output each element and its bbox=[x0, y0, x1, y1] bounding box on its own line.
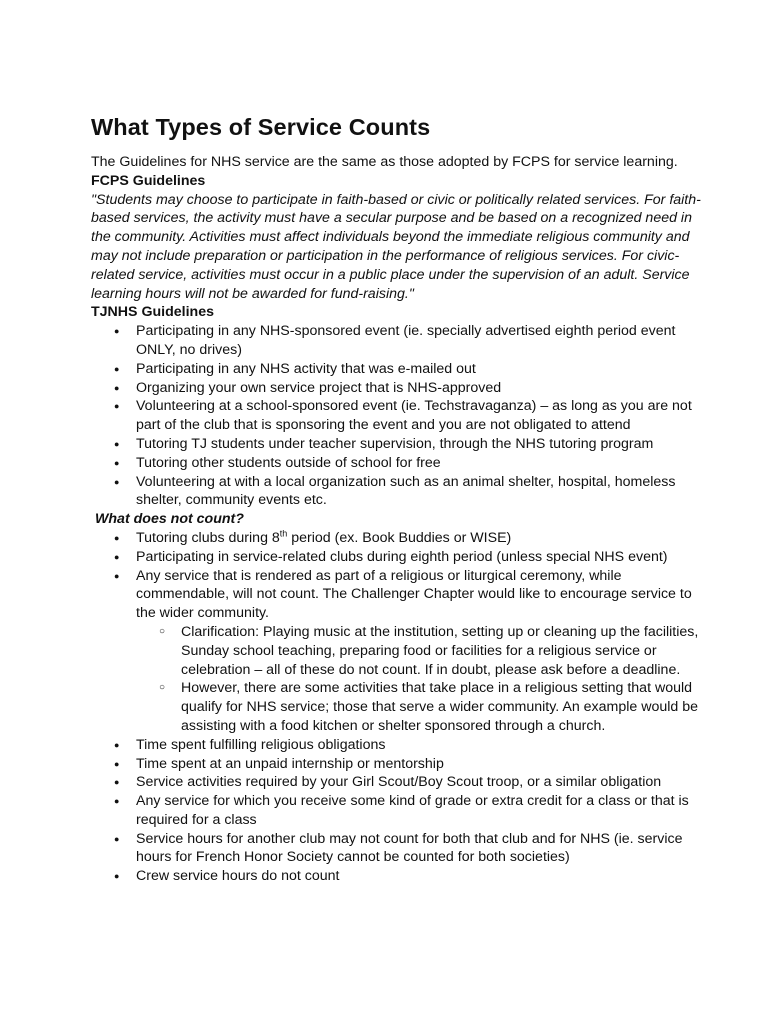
list-item bbox=[136, 567, 708, 736]
list-item: ● Organizing your own service project that is NHS-approved bbox=[136, 379, 708, 398]
list-item-text: Any service that is rendered as part of a religious or liturgical ceremony, while commendable, will not count. The Challenger Chapter would like to encourage service to the wider community. bbox=[136, 567, 692, 622]
list-item-text: period (ex. Book Buddies or WISE) bbox=[287, 529, 512, 546]
sub-list-item: ○ Clarification: Playing music at the institution, setting up or cleaning up the facilities, Sunday school teaching, preparing food or facilities for a religious service or celebration – all of these do not count. If in doubt, please ask before a deadline. bbox=[181, 623, 708, 679]
superscript: th bbox=[279, 528, 288, 539]
list-item: ● Any service for which you receive some kind of grade or extra credit for a class or that is required for a class bbox=[136, 792, 708, 830]
list-item: ● Tutoring TJ students under teacher supervision, through the NHS tutoring program bbox=[136, 435, 708, 454]
list-item: ● Time spent fulfilling religious obligations bbox=[136, 736, 708, 755]
page-title: What Types of Service Counts bbox=[91, 114, 431, 140]
list-item: ● Participating in service-related clubs during eighth period (unless special NHS event) bbox=[136, 548, 708, 567]
sub-list-item: ○ However, there are some activities that take place in a religious setting that would qualify for NHS service; those that serve a wider community. An example would be assisting with a food kitchen or shelter sponsored through a church. bbox=[181, 679, 708, 735]
tjnhs-list bbox=[91, 322, 708, 510]
intro-paragraph: The Guidelines for NHS service are the same as those adopted by FCPS for service learning. bbox=[91, 154, 678, 170]
list-item bbox=[136, 529, 708, 548]
list-item: ● Participating in any NHS-sponsored event (ie. specially advertised eighth period event ONLY, no drives) bbox=[136, 322, 708, 360]
list-item: ● Tutoring other students outside of school for free bbox=[136, 454, 708, 473]
list-item: ● Service hours for another club may not count for both that club and for NHS (ie. service hours for French Honor Society cannot be counted for both societies) bbox=[136, 830, 708, 868]
sub-list bbox=[136, 623, 708, 736]
list-item: ● Crew service hours do not count bbox=[136, 867, 708, 886]
tjnhs-heading: TJNHS Guidelines bbox=[91, 304, 214, 321]
not-count-list bbox=[91, 529, 708, 886]
list-item: ● Participating in any NHS activity that was e-mailed out bbox=[136, 360, 708, 379]
fcps-heading: FCPS Guidelines bbox=[91, 172, 206, 189]
list-item: ● Time spent at an unpaid internship or mentorship bbox=[136, 755, 708, 774]
list-item: ● Volunteering at a school-sponsored event (ie. Techstravaganza) – as long as you are not part of the club that is sponsoring the event and you are not obligated to attend bbox=[136, 397, 708, 435]
list-item-text: Tutoring clubs during 8 bbox=[136, 529, 280, 546]
fcps-quote: "Students may choose to participate in faith-based or civic or politically related services. For faith-based services, the activity must have a secular purpose and be based on a recognized need in the community. Activities must affect individuals beyond the immediate religious community and may not include preparation or participation in the performance of religious services. For civic-related service, activities must occur in a public place under the supervision of an adult. Service learning hours will not be awarded for fund-raising." bbox=[91, 191, 701, 302]
list-item: ● Service activities required by your Girl Scout/Boy Scout troop, or a similar obligation bbox=[136, 773, 708, 792]
not-count-heading: What does not count? bbox=[95, 511, 244, 528]
list-item: ● Volunteering at with a local organization such as an animal shelter, hospital, homeless shelter, community events etc. bbox=[136, 473, 708, 511]
